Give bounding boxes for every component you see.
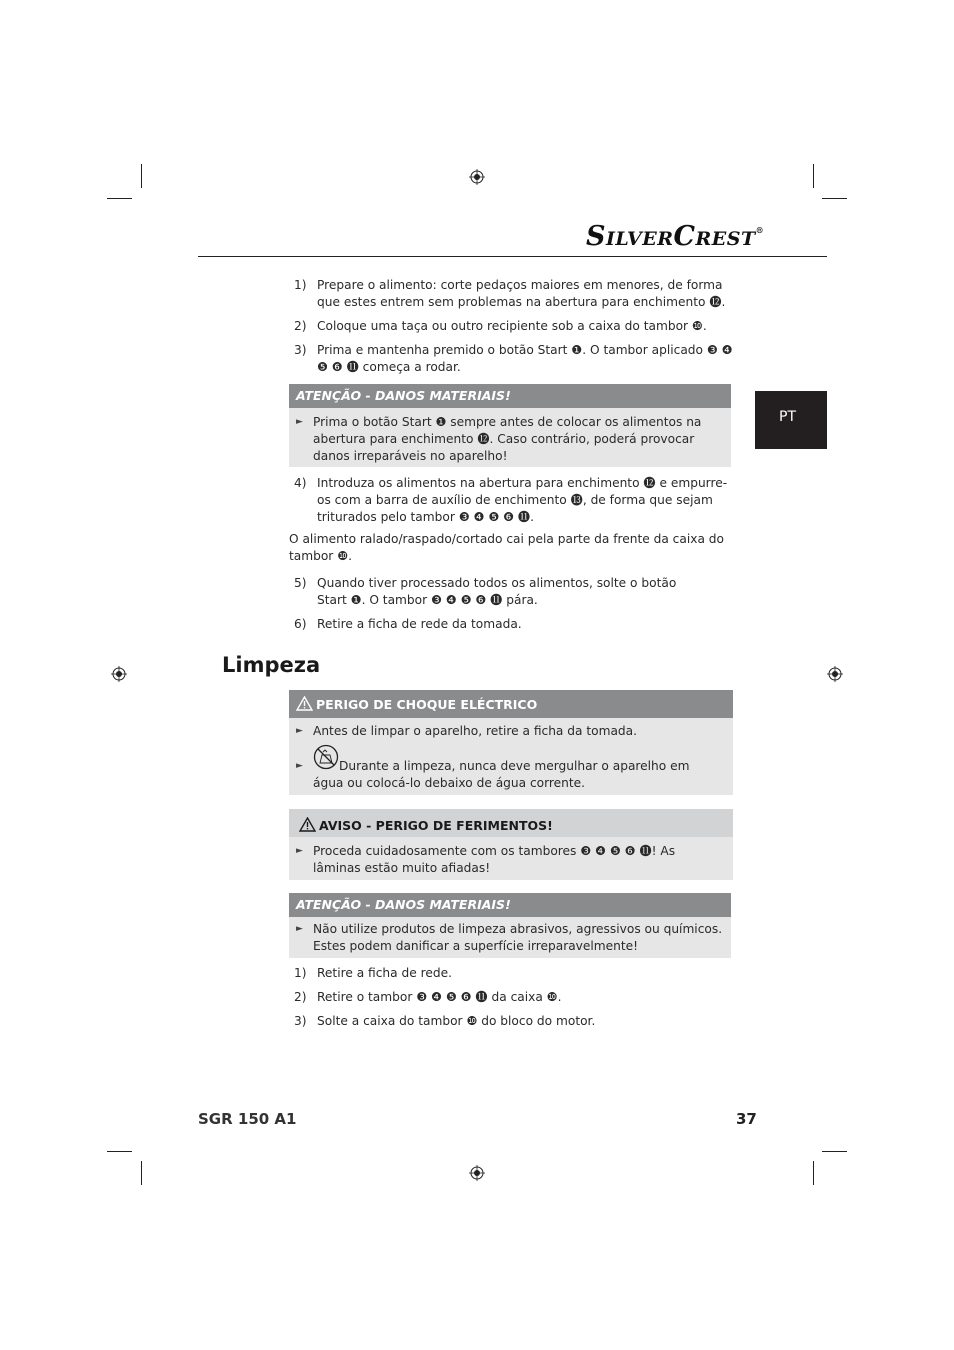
warning-triangle-icon xyxy=(296,696,313,711)
warning-box-injury: AVISO - PERIGO DE FERIMENTOS! ► Proceda cuidadosamente com os tambores ❸ ❹ ❺ ❻ ⓫! As lâminas estão muito afiadas! xyxy=(289,809,733,880)
bullet-arrow-icon: ► xyxy=(296,761,303,771)
crop-mark xyxy=(822,1151,847,1152)
section-heading: Limpeza xyxy=(222,653,321,677)
notice-title: ATENÇÃO - DANOS MATERIAIS! xyxy=(289,893,731,917)
registration-mark-icon xyxy=(469,169,485,185)
crop-mark xyxy=(813,1161,814,1185)
notice-box-material-damage: ATENÇÃO - DANOS MATERIAIS! ► Prima o botão Start ❶ sempre antes de colocar os alimentos na abertura para enchimento ⓬. Caso contrário, poderá provocar danos irreparáveis no aparelho! xyxy=(289,384,731,467)
danger-title: PERIGO DE CHOQUE ELÉCTRICO xyxy=(289,690,733,718)
header-rule xyxy=(198,256,827,257)
footer-model-number: SGR 150 A1 xyxy=(198,1110,297,1128)
registration-mark-icon xyxy=(469,1165,485,1181)
page-number: 37 xyxy=(736,1110,757,1128)
registration-mark-icon xyxy=(111,666,127,682)
language-tab: PT xyxy=(755,391,827,449)
danger-box-electric-shock: PERIGO DE CHOQUE ELÉCTRICO ► Antes de limpar o aparelho, retire a ficha da tomada. ► Durante a limpeza, nunca deve mergulhar o aparelho em água ou colocá-lo debaixo de água corrente. xyxy=(289,690,733,795)
notice-box-material-damage: ATENÇÃO - DANOS MATERIAIS! ► Não utilize produtos de limpeza abrasivos, agressivos ou químicos. Estes podem danificar a superfície irreparavelmente! xyxy=(289,893,731,958)
warning-title: AVISO - PERIGO DE FERIMENTOS! xyxy=(289,809,733,837)
brand-logo: SILVERCREST® xyxy=(586,221,765,252)
body-paragraph: O alimento ralado/raspado/cortado cai pela parte da frente da caixa do tambor ❿. xyxy=(289,532,724,563)
crop-mark xyxy=(822,198,847,199)
crop-mark xyxy=(141,164,142,188)
bullet-arrow-icon: ► xyxy=(296,417,303,427)
bullet-arrow-icon: ► xyxy=(296,924,303,934)
bullet-arrow-icon: ► xyxy=(296,726,303,736)
crop-mark xyxy=(141,1161,142,1185)
notice-title: ATENÇÃO - DANOS MATERIAIS! xyxy=(289,384,731,408)
registration-mark-icon xyxy=(827,666,843,682)
crop-mark xyxy=(107,198,132,199)
bullet-arrow-icon: ► xyxy=(296,846,303,856)
crop-mark xyxy=(813,164,814,188)
crop-mark xyxy=(107,1151,132,1152)
warning-triangle-icon xyxy=(299,817,316,832)
